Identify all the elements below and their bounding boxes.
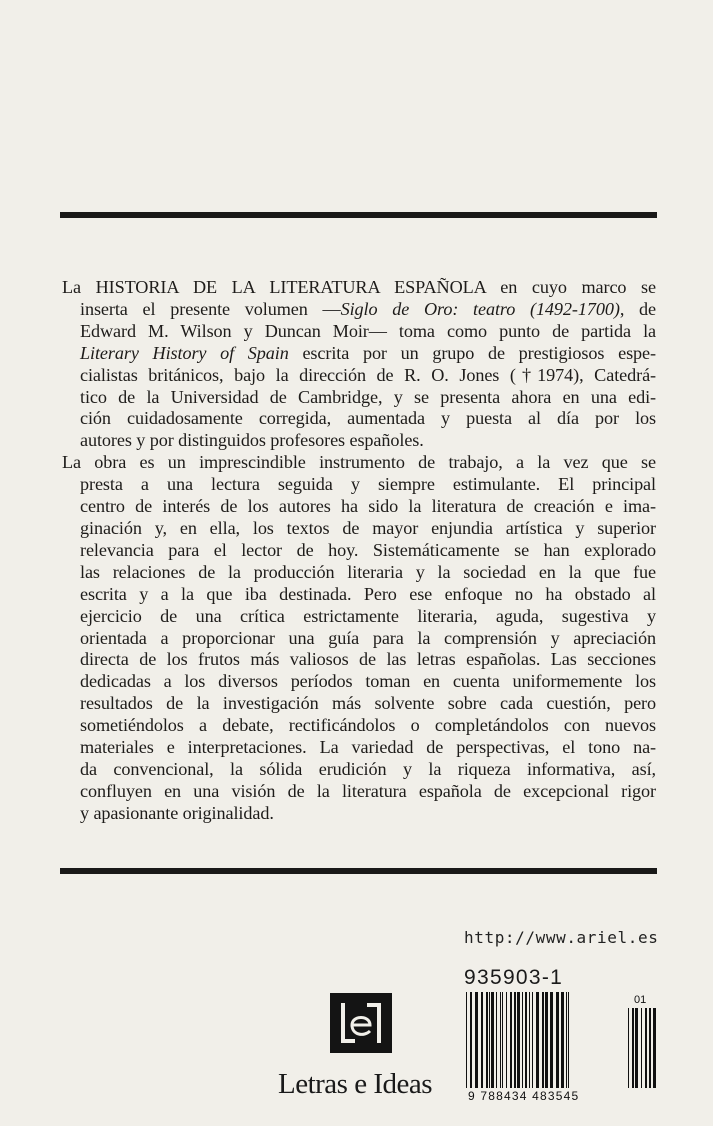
barcode-bar xyxy=(517,992,520,1088)
barcode-addon-bar xyxy=(635,1008,638,1096)
publisher-url[interactable]: http://www.ariel.es xyxy=(464,928,659,947)
text-line: confluyen en una visión de la literatura española de excepcional rigor xyxy=(80,780,656,801)
catalog-code: 935903-1 xyxy=(464,966,564,989)
text-line: las relaciones de la producción literaria y la sociedad en la que fue xyxy=(80,561,656,582)
text-line: da convencional, la sólida erudición y la riqueza informativa, así, xyxy=(80,758,656,779)
barcode-bar xyxy=(500,992,501,1088)
barcode-bar xyxy=(545,992,548,1088)
barcode-number: 9 788434 483545 xyxy=(466,1088,658,1103)
text-line: inserta el presente volumen —Siglo de Oro: teatro (1492-1700), de xyxy=(80,298,656,319)
barcode-bar xyxy=(491,992,494,1088)
isbn-barcode xyxy=(464,992,658,1096)
barcode-bar xyxy=(489,992,490,1088)
barcode-bar xyxy=(525,992,527,1088)
top-rule xyxy=(60,212,657,218)
barcode-bar xyxy=(522,992,523,1088)
barcode-addon-bar xyxy=(641,1008,642,1096)
text-line: escrita y a la que iba destinada. Pero ese enfoque no ha obstado al xyxy=(80,583,656,604)
barcode-bar xyxy=(536,992,539,1088)
barcode-bar xyxy=(566,992,567,1088)
text-line: ción cuidadosamente corregida, aumentada y puesta al día por los xyxy=(80,408,656,429)
text-line: resultados de la investigación más solvente sobre cada cuestión, pero xyxy=(80,693,656,714)
barcode-bar xyxy=(529,992,530,1088)
text-line: y apasionante originalidad. xyxy=(80,802,274,823)
barcode-bar xyxy=(561,992,564,1088)
barcode-bar xyxy=(481,992,483,1088)
italic-title: Siglo de Oro: teatro (1492-1700) xyxy=(340,298,620,319)
barcode-bar xyxy=(506,992,507,1088)
text-line: centro de interés de los autores ha sido la literatura de creación e ima- xyxy=(80,496,656,517)
text-line: La HISTORIA DE LA LITERATURA ESPAÑOLA en cuyo marco se xyxy=(62,277,656,297)
barcode-addon-bar xyxy=(653,1008,656,1096)
text-line: dedicadas a los diversos períodos toman en cuenta uniformemente los xyxy=(80,671,656,692)
text-line: ejercicio de una crítica estrictamente literaria, aguda, sugestiva y xyxy=(80,605,656,626)
barcode-bars xyxy=(464,992,658,1096)
text-line: materiales e interpretaciones. La variedad de perspectivas, el tono na- xyxy=(80,737,656,758)
text-line: orientada a proporcionar una guía para la comprensión y apreciación xyxy=(80,627,656,648)
barcode-addon: 01 xyxy=(634,994,647,1006)
barcode-bar xyxy=(502,992,503,1088)
text-line: La obra es un imprescindible instrumento de trabajo, a la vez que se xyxy=(62,452,656,473)
text-line: cialistas británicos, bajo la dirección de R. O. Jones (†1974), Catedrá- xyxy=(80,364,656,385)
barcode-bar xyxy=(568,992,569,1088)
barcode-bar xyxy=(550,992,553,1088)
barcode-bar xyxy=(532,992,533,1088)
barcode-bar xyxy=(470,992,472,1088)
barcode-bar xyxy=(510,992,512,1088)
letras-e-ideas-logo-icon xyxy=(330,993,392,1053)
italic-title: Literary History of Spain xyxy=(80,342,289,363)
barcode-bar xyxy=(542,992,544,1088)
barcode-bar xyxy=(486,992,488,1088)
barcode-addon-bar xyxy=(628,1008,629,1096)
barcode-bar xyxy=(496,992,497,1088)
barcode-bar xyxy=(556,992,559,1088)
barcode-addon-bar xyxy=(645,1008,647,1096)
text-line: relevancia para el lector de hoy. Sistemáticamente se han explorado xyxy=(80,539,656,560)
text-line: presta a una lectura seguida y siempre estimulante. El principal xyxy=(80,474,656,495)
text-line: ginación y, en ella, los textos de mayor enjundia artística y superior xyxy=(80,517,656,538)
text-line: tico de la Universidad de Cambridge, y se presenta ahora en una edi- xyxy=(80,386,656,407)
text-line: Literary History of Spain escrita por un grupo de prestigiosos espe- xyxy=(80,342,656,363)
brand-name: Letras e Ideas xyxy=(278,1068,433,1100)
barcode-bar xyxy=(514,992,516,1088)
barcode-bar xyxy=(466,992,467,1088)
text-line: sometiéndolos a debate, rectificándolos o completándolos con nuevos xyxy=(80,715,656,736)
text-line: Edward M. Wilson y Duncan Moir— toma como punto de partida la xyxy=(80,320,656,341)
barcode-bar xyxy=(475,992,478,1088)
text-line: directa de los frutos más valiosos de las letras españolas. Las secciones xyxy=(80,649,656,670)
barcode-addon-bar xyxy=(649,1008,651,1096)
back-cover-text xyxy=(62,277,656,825)
bottom-rule xyxy=(60,868,657,874)
text-line: autores y por distinguidos profesores españoles. xyxy=(80,430,424,451)
barcode-addon-bar xyxy=(632,1008,634,1096)
